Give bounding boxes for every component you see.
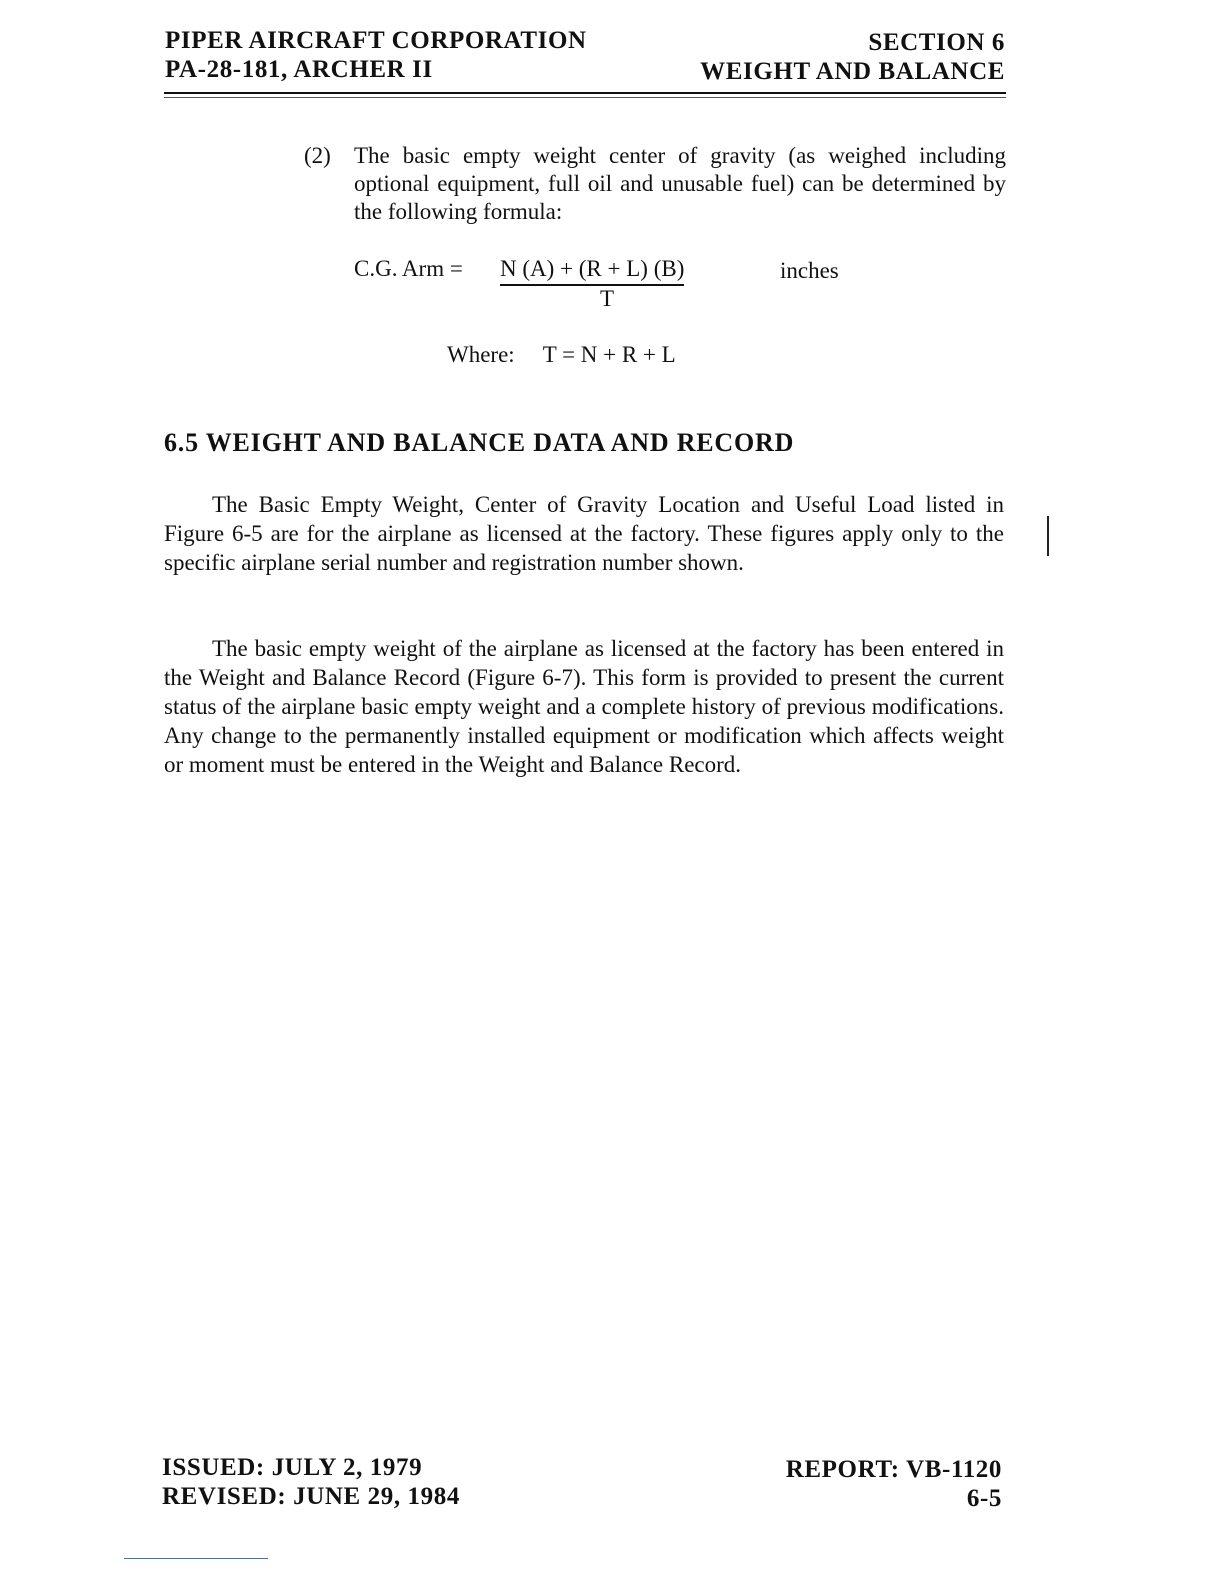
- section-title: 6.5 WEIGHT AND BALANCE DATA AND RECORD: [164, 428, 795, 457]
- header-rule: [164, 92, 1006, 94]
- aircraft-model: PA-28-181, ARCHER II: [165, 56, 433, 83]
- footer-left: [162, 1453, 460, 1511]
- header-left: [165, 26, 587, 84]
- list-item-text: The basic empty weight center of gravity (as weighed including optional equipment, full oil and unusable fuel) can be determined by the following formula:: [354, 143, 1006, 224]
- where-label: Where:: [447, 342, 515, 367]
- list-item-number: (2): [304, 143, 331, 168]
- revision-bar: [1047, 516, 1049, 556]
- formula-unit: inches: [780, 258, 839, 283]
- issued-date: ISSUED: JULY 2, 1979: [162, 1454, 423, 1481]
- formula-numerator: N (A) + (R + L) (B): [500, 256, 684, 286]
- where-equation: T = N + R + L: [542, 342, 676, 367]
- page-number: 6-5: [966, 1485, 1002, 1512]
- footer-right: [786, 1455, 1002, 1513]
- header-right: [700, 28, 1005, 86]
- revised-date: REVISED: JUNE 29, 1984: [162, 1483, 460, 1510]
- section-number: SECTION 6: [868, 29, 1005, 56]
- formula-where: [447, 342, 676, 368]
- header-rule-thin: [164, 97, 1006, 98]
- formula-denominator: T: [600, 286, 615, 311]
- section-name: WEIGHT AND BALANCE: [700, 58, 1005, 85]
- formula-lhs: C.G. Arm =: [354, 256, 463, 281]
- company-name: PIPER AIRCRAFT CORPORATION: [165, 27, 587, 54]
- report-number: REPORT: VB-1120: [785, 1456, 1002, 1483]
- footnote-rule: [124, 1558, 268, 1559]
- paragraph-1: The Basic Empty Weight, Center of Gravity Location and Useful Load listed in Figure 6-5 are for the airplane as licensed at the factory. These figures apply only to the specific airplane serial number and registration number shown.: [164, 492, 1004, 575]
- paragraph-2: The basic empty weight of the airplane as licensed at the factory has been entered in the Weight and Balance Record (Figure 6-7). This form is provided to present the current status of the airplane basic empty weight and a complete history of previous modifications. Any change to the permanently installed equipment or modification which affects weight or moment must be entered in the Weight and Balance Record.: [164, 636, 1004, 777]
